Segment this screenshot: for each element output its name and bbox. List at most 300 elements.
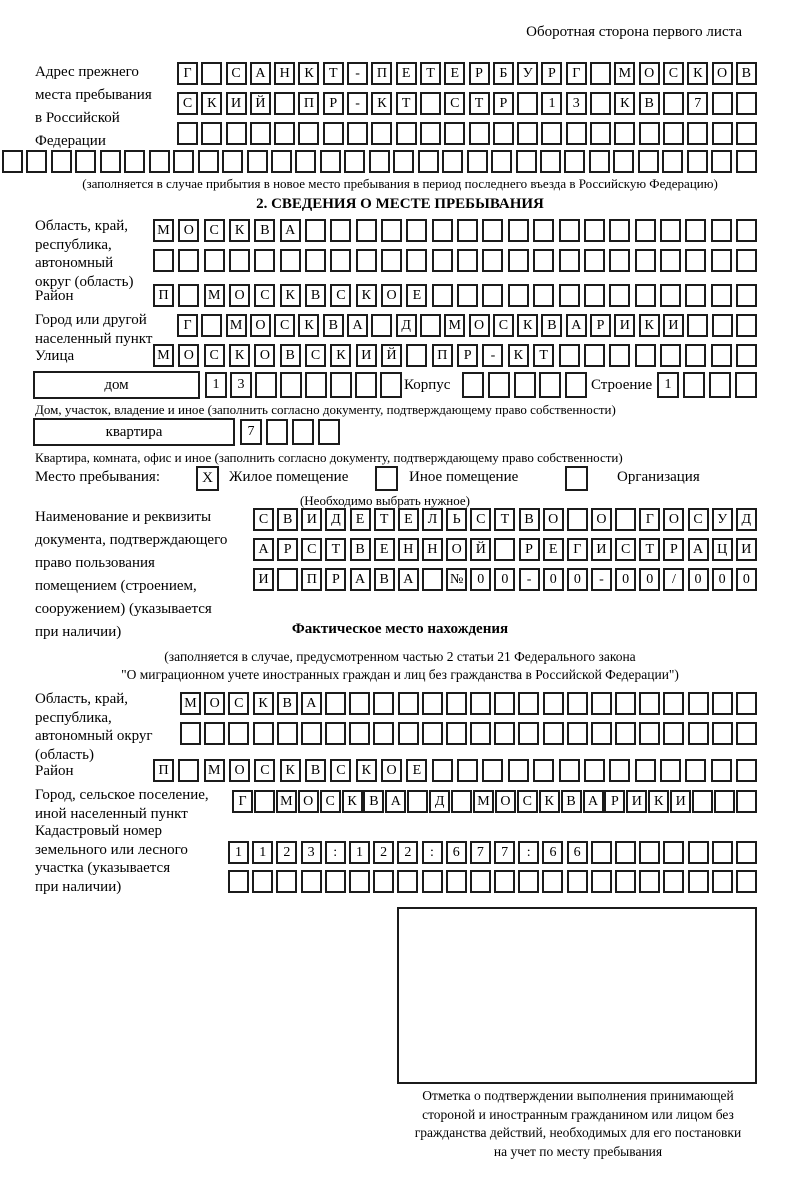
char-cell[interactable]: М: [204, 284, 225, 307]
char-cell[interactable]: О: [663, 508, 684, 531]
char-cell[interactable]: [584, 759, 605, 782]
char-cell[interactable]: [204, 722, 225, 745]
char-cell[interactable]: [406, 249, 427, 272]
char-cell[interactable]: Д: [396, 314, 417, 337]
char-cell[interactable]: С: [204, 219, 225, 242]
char-cell[interactable]: [418, 150, 439, 173]
char-cell[interactable]: П: [298, 92, 319, 115]
char-cell[interactable]: К: [639, 314, 660, 337]
char-cell[interactable]: [615, 722, 636, 745]
char-cell[interactable]: [432, 759, 453, 782]
char-cell[interactable]: С: [274, 314, 295, 337]
char-cell[interactable]: [567, 692, 588, 715]
char-cell[interactable]: [494, 870, 515, 893]
char-cell[interactable]: У: [712, 508, 733, 531]
char-cell[interactable]: 7: [494, 841, 515, 864]
char-cell[interactable]: М: [473, 790, 494, 813]
char-cell[interactable]: [688, 870, 709, 893]
char-cell[interactable]: В: [736, 62, 757, 85]
char-cell[interactable]: [663, 92, 684, 115]
char-cell[interactable]: [444, 122, 465, 145]
char-cell[interactable]: [590, 62, 611, 85]
char-cell[interactable]: 0: [543, 568, 564, 591]
char-cell[interactable]: Г: [177, 62, 198, 85]
char-cell[interactable]: [518, 722, 539, 745]
char-cell[interactable]: С: [254, 759, 275, 782]
char-cell[interactable]: [198, 150, 219, 173]
char-cell[interactable]: [660, 249, 681, 272]
char-cell[interactable]: [398, 692, 419, 715]
char-cell[interactable]: [305, 372, 327, 398]
char-cell[interactable]: П: [153, 759, 174, 782]
char-cell[interactable]: 0: [639, 568, 660, 591]
char-cell[interactable]: [518, 870, 539, 893]
char-cell[interactable]: 2: [276, 841, 297, 864]
char-cell[interactable]: [685, 759, 706, 782]
char-cell[interactable]: [373, 722, 394, 745]
char-cell[interactable]: И: [301, 508, 322, 531]
char-cell[interactable]: П: [371, 62, 392, 85]
char-cell[interactable]: И: [614, 314, 635, 337]
char-cell[interactable]: [567, 722, 588, 745]
char-cell[interactable]: Г: [567, 538, 588, 561]
char-cell[interactable]: Е: [396, 62, 417, 85]
char-cell[interactable]: [494, 722, 515, 745]
char-cell[interactable]: О: [204, 692, 225, 715]
char-cell[interactable]: [250, 122, 271, 145]
char-cell[interactable]: И: [626, 790, 647, 813]
char-cell[interactable]: [177, 122, 198, 145]
char-cell[interactable]: [420, 122, 441, 145]
char-cell[interactable]: [482, 219, 503, 242]
char-cell[interactable]: [451, 790, 472, 813]
char-cell[interactable]: [663, 870, 684, 893]
char-cell[interactable]: [274, 122, 295, 145]
char-cell[interactable]: О: [250, 314, 271, 337]
char-cell[interactable]: С: [470, 508, 491, 531]
char-cell[interactable]: [432, 249, 453, 272]
char-cell[interactable]: [508, 249, 529, 272]
char-cell[interactable]: [635, 249, 656, 272]
char-cell[interactable]: А: [566, 314, 587, 337]
char-cell[interactable]: И: [736, 538, 757, 561]
char-cell[interactable]: [178, 249, 199, 272]
char-cell[interactable]: [639, 841, 660, 864]
char-cell[interactable]: Р: [277, 538, 298, 561]
char-cell[interactable]: [432, 219, 453, 242]
char-cell[interactable]: [533, 249, 554, 272]
char-cell[interactable]: [369, 150, 390, 173]
char-cell[interactable]: [736, 314, 757, 337]
char-cell[interactable]: С: [253, 508, 274, 531]
char-cell[interactable]: [173, 150, 194, 173]
char-cell[interactable]: [736, 759, 757, 782]
char-cell[interactable]: В: [305, 759, 326, 782]
char-cell[interactable]: 0: [567, 568, 588, 591]
char-cell[interactable]: О: [229, 284, 250, 307]
char-cell[interactable]: [305, 249, 326, 272]
char-cell[interactable]: 0: [712, 568, 733, 591]
char-cell[interactable]: [508, 284, 529, 307]
char-cell[interactable]: П: [432, 344, 453, 367]
char-cell[interactable]: [397, 870, 418, 893]
char-cell[interactable]: К: [229, 219, 250, 242]
char-cell[interactable]: Б: [493, 62, 514, 85]
char-cell[interactable]: [591, 722, 612, 745]
char-cell[interactable]: [660, 219, 681, 242]
char-cell[interactable]: К: [356, 759, 377, 782]
char-cell[interactable]: [736, 870, 757, 893]
char-cell[interactable]: [228, 870, 249, 893]
char-cell[interactable]: 1: [657, 372, 679, 398]
char-cell[interactable]: -: [347, 92, 368, 115]
char-cell[interactable]: О: [446, 538, 467, 561]
char-cell[interactable]: С: [301, 538, 322, 561]
char-cell[interactable]: К: [330, 344, 351, 367]
char-cell[interactable]: [559, 219, 580, 242]
char-cell[interactable]: [482, 759, 503, 782]
char-cell[interactable]: [320, 150, 341, 173]
char-cell[interactable]: [253, 722, 274, 745]
char-cell[interactable]: [609, 344, 630, 367]
char-cell[interactable]: М: [276, 790, 297, 813]
char-cell[interactable]: А: [347, 314, 368, 337]
char-cell[interactable]: [295, 150, 316, 173]
char-cell[interactable]: [712, 692, 733, 715]
char-cell[interactable]: С: [493, 314, 514, 337]
char-cell[interactable]: 3: [301, 841, 322, 864]
char-cell[interactable]: [457, 284, 478, 307]
char-cell[interactable]: О: [639, 62, 660, 85]
char-cell[interactable]: [508, 759, 529, 782]
char-cell[interactable]: Р: [469, 62, 490, 85]
char-cell[interactable]: 0: [494, 568, 515, 591]
char-cell[interactable]: Л: [422, 508, 443, 531]
char-cell[interactable]: [615, 508, 636, 531]
char-cell[interactable]: [614, 122, 635, 145]
char-cell[interactable]: В: [280, 344, 301, 367]
char-cell[interactable]: [349, 870, 370, 893]
char-cell[interactable]: [542, 870, 563, 893]
char-cell[interactable]: [422, 722, 443, 745]
char-cell[interactable]: М: [614, 62, 635, 85]
char-cell[interactable]: [330, 219, 351, 242]
char-cell[interactable]: [584, 344, 605, 367]
char-cell[interactable]: [687, 150, 708, 173]
char-cell[interactable]: Т: [420, 62, 441, 85]
char-cell[interactable]: [635, 344, 656, 367]
char-cell[interactable]: Т: [639, 538, 660, 561]
char-cell[interactable]: [356, 219, 377, 242]
char-cell[interactable]: /: [663, 568, 684, 591]
char-cell[interactable]: [688, 692, 709, 715]
char-cell[interactable]: К: [517, 314, 538, 337]
char-cell[interactable]: [482, 249, 503, 272]
char-cell[interactable]: [406, 219, 427, 242]
char-cell[interactable]: [380, 372, 402, 398]
char-cell[interactable]: В: [639, 92, 660, 115]
char-cell[interactable]: [533, 284, 554, 307]
char-cell[interactable]: [660, 344, 681, 367]
char-cell[interactable]: [347, 122, 368, 145]
char-cell[interactable]: [254, 249, 275, 272]
char-cell[interactable]: М: [444, 314, 465, 337]
char-cell[interactable]: [180, 722, 201, 745]
char-cell[interactable]: А: [398, 568, 419, 591]
char-cell[interactable]: К: [687, 62, 708, 85]
char-cell[interactable]: 7: [240, 419, 262, 445]
stay-checkbox-organization[interactable]: [565, 466, 588, 491]
char-cell[interactable]: П: [301, 568, 322, 591]
char-cell[interactable]: [539, 372, 561, 398]
char-cell[interactable]: [638, 150, 659, 173]
char-cell[interactable]: 1: [541, 92, 562, 115]
char-cell[interactable]: Й: [250, 92, 271, 115]
char-cell[interactable]: С: [615, 538, 636, 561]
char-cell[interactable]: К: [229, 344, 250, 367]
char-cell[interactable]: С: [254, 284, 275, 307]
char-cell[interactable]: [663, 722, 684, 745]
char-cell[interactable]: [533, 219, 554, 242]
char-cell[interactable]: С: [228, 692, 249, 715]
char-cell[interactable]: [683, 372, 705, 398]
char-cell[interactable]: [662, 150, 683, 173]
char-cell[interactable]: [422, 568, 443, 591]
char-cell[interactable]: [663, 122, 684, 145]
char-cell[interactable]: [566, 122, 587, 145]
char-cell[interactable]: [442, 150, 463, 173]
stay-checkbox-other-premises[interactable]: [375, 466, 398, 491]
char-cell[interactable]: [711, 759, 732, 782]
char-cell[interactable]: С: [688, 508, 709, 531]
char-cell[interactable]: А: [301, 692, 322, 715]
char-cell[interactable]: [301, 870, 322, 893]
char-cell[interactable]: [736, 722, 757, 745]
char-cell[interactable]: К: [371, 92, 392, 115]
char-cell[interactable]: [712, 722, 733, 745]
char-cell[interactable]: [712, 870, 733, 893]
char-cell[interactable]: [543, 692, 564, 715]
char-cell[interactable]: [584, 284, 605, 307]
char-cell[interactable]: [711, 249, 732, 272]
char-cell[interactable]: №: [446, 568, 467, 591]
char-cell[interactable]: 6: [446, 841, 467, 864]
char-cell[interactable]: [420, 314, 441, 337]
char-cell[interactable]: [470, 692, 491, 715]
char-cell[interactable]: [488, 372, 510, 398]
char-cell[interactable]: [736, 219, 757, 242]
char-cell[interactable]: [276, 870, 297, 893]
char-cell[interactable]: [559, 249, 580, 272]
char-cell[interactable]: [373, 870, 394, 893]
char-cell[interactable]: [639, 870, 660, 893]
char-cell[interactable]: В: [277, 508, 298, 531]
char-cell[interactable]: 3: [566, 92, 587, 115]
char-cell[interactable]: [736, 790, 757, 813]
char-cell[interactable]: [736, 92, 757, 115]
char-cell[interactable]: 0: [736, 568, 757, 591]
char-cell[interactable]: [457, 249, 478, 272]
char-cell[interactable]: [446, 722, 467, 745]
char-cell[interactable]: Н: [274, 62, 295, 85]
char-cell[interactable]: [298, 122, 319, 145]
char-cell[interactable]: [517, 122, 538, 145]
char-cell[interactable]: [712, 92, 733, 115]
char-cell[interactable]: О: [495, 790, 516, 813]
char-cell[interactable]: Т: [374, 508, 395, 531]
char-cell[interactable]: [446, 692, 467, 715]
char-cell[interactable]: С: [517, 790, 538, 813]
char-cell[interactable]: [639, 722, 660, 745]
char-cell[interactable]: Е: [444, 62, 465, 85]
char-cell[interactable]: [564, 150, 585, 173]
char-cell[interactable]: О: [543, 508, 564, 531]
char-cell[interactable]: А: [350, 568, 371, 591]
char-cell[interactable]: С: [305, 344, 326, 367]
char-cell[interactable]: С: [663, 62, 684, 85]
char-cell[interactable]: Е: [406, 284, 427, 307]
char-cell[interactable]: 0: [470, 568, 491, 591]
char-cell[interactable]: 2: [373, 841, 394, 864]
char-cell[interactable]: [688, 841, 709, 864]
char-cell[interactable]: К: [298, 314, 319, 337]
char-cell[interactable]: Р: [519, 538, 540, 561]
char-cell[interactable]: Ц: [712, 538, 733, 561]
char-cell[interactable]: [609, 759, 630, 782]
char-cell[interactable]: Р: [663, 538, 684, 561]
char-cell[interactable]: А: [688, 538, 709, 561]
char-cell[interactable]: [323, 122, 344, 145]
char-cell[interactable]: [736, 344, 757, 367]
char-cell[interactable]: [344, 150, 365, 173]
char-cell[interactable]: [663, 841, 684, 864]
char-cell[interactable]: [714, 790, 735, 813]
char-cell[interactable]: В: [277, 692, 298, 715]
char-cell[interactable]: [252, 870, 273, 893]
char-cell[interactable]: К: [539, 790, 560, 813]
char-cell[interactable]: [518, 692, 539, 715]
char-cell[interactable]: И: [591, 538, 612, 561]
char-cell[interactable]: М: [153, 344, 174, 367]
char-cell[interactable]: [590, 92, 611, 115]
char-cell[interactable]: -: [591, 568, 612, 591]
char-cell[interactable]: [494, 692, 515, 715]
char-cell[interactable]: [591, 692, 612, 715]
char-cell[interactable]: [692, 790, 713, 813]
char-cell[interactable]: [330, 249, 351, 272]
char-cell[interactable]: [349, 722, 370, 745]
char-cell[interactable]: [325, 722, 346, 745]
char-cell[interactable]: О: [178, 219, 199, 242]
char-cell[interactable]: [609, 249, 630, 272]
char-cell[interactable]: Г: [639, 508, 660, 531]
char-cell[interactable]: К: [508, 344, 529, 367]
char-cell[interactable]: [432, 284, 453, 307]
char-cell[interactable]: [736, 249, 757, 272]
char-cell[interactable]: [687, 122, 708, 145]
char-cell[interactable]: [639, 692, 660, 715]
char-cell[interactable]: [735, 372, 757, 398]
char-cell[interactable]: Е: [543, 538, 564, 561]
char-cell[interactable]: [514, 372, 536, 398]
char-cell[interactable]: :: [422, 841, 443, 864]
char-cell[interactable]: М: [204, 759, 225, 782]
char-cell[interactable]: [567, 508, 588, 531]
char-cell[interactable]: 7: [470, 841, 491, 864]
char-cell[interactable]: Е: [398, 508, 419, 531]
char-cell[interactable]: [330, 372, 352, 398]
char-cell[interactable]: В: [519, 508, 540, 531]
char-cell[interactable]: [609, 284, 630, 307]
char-cell[interactable]: В: [561, 790, 582, 813]
char-cell[interactable]: [247, 150, 268, 173]
char-cell[interactable]: [567, 870, 588, 893]
char-cell[interactable]: [222, 150, 243, 173]
stay-checkbox-residential[interactable]: X: [196, 466, 219, 491]
char-cell[interactable]: [51, 150, 72, 173]
char-cell[interactable]: [254, 790, 275, 813]
char-cell[interactable]: [711, 344, 732, 367]
char-cell[interactable]: [615, 692, 636, 715]
char-cell[interactable]: [736, 841, 757, 864]
char-cell[interactable]: [226, 122, 247, 145]
char-cell[interactable]: А: [253, 538, 274, 561]
char-cell[interactable]: -: [519, 568, 540, 591]
char-cell[interactable]: [325, 692, 346, 715]
char-cell[interactable]: К: [356, 284, 377, 307]
char-cell[interactable]: К: [253, 692, 274, 715]
char-cell[interactable]: К: [298, 62, 319, 85]
char-cell[interactable]: У: [517, 62, 538, 85]
char-cell[interactable]: Й: [381, 344, 402, 367]
char-cell[interactable]: Й: [470, 538, 491, 561]
char-cell[interactable]: Д: [429, 790, 450, 813]
char-cell[interactable]: 3: [230, 372, 252, 398]
char-cell[interactable]: [356, 249, 377, 272]
char-cell[interactable]: [736, 122, 757, 145]
char-cell[interactable]: [491, 150, 512, 173]
char-cell[interactable]: [371, 314, 392, 337]
char-cell[interactable]: -: [482, 344, 503, 367]
char-cell[interactable]: [280, 249, 301, 272]
char-cell[interactable]: [736, 284, 757, 307]
char-cell[interactable]: [508, 219, 529, 242]
char-cell[interactable]: [559, 284, 580, 307]
char-cell[interactable]: [660, 759, 681, 782]
char-cell[interactable]: Р: [541, 62, 562, 85]
char-cell[interactable]: О: [254, 344, 275, 367]
char-cell[interactable]: [494, 538, 515, 561]
char-cell[interactable]: [469, 122, 490, 145]
char-cell[interactable]: Д: [325, 508, 346, 531]
char-cell[interactable]: [305, 219, 326, 242]
char-cell[interactable]: [711, 150, 732, 173]
char-cell[interactable]: [201, 62, 222, 85]
char-cell[interactable]: В: [541, 314, 562, 337]
char-cell[interactable]: [712, 841, 733, 864]
char-cell[interactable]: [325, 870, 346, 893]
char-cell[interactable]: Р: [323, 92, 344, 115]
char-cell[interactable]: [540, 150, 561, 173]
char-cell[interactable]: С: [444, 92, 465, 115]
char-cell[interactable]: 1: [349, 841, 370, 864]
char-cell[interactable]: 7: [687, 92, 708, 115]
char-cell[interactable]: [736, 692, 757, 715]
char-cell[interactable]: П: [153, 284, 174, 307]
char-cell[interactable]: 0: [688, 568, 709, 591]
char-cell[interactable]: [584, 249, 605, 272]
char-cell[interactable]: Р: [325, 568, 346, 591]
